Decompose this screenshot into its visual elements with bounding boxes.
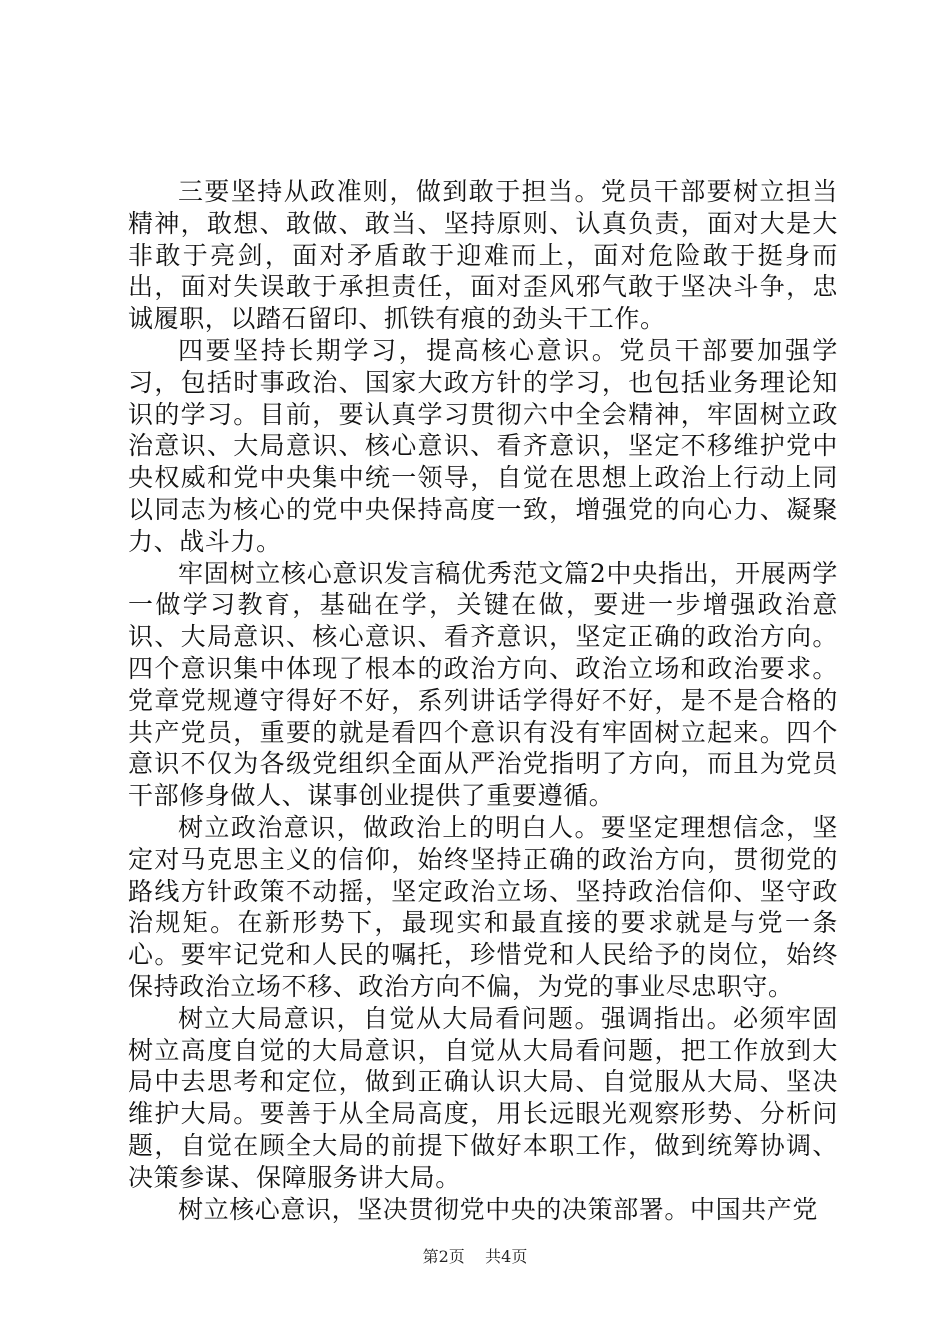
page-number: 第2页 xyxy=(422,1247,465,1266)
paragraph: 树立核心意识，坚决贯彻党中央的决策部署。中国共产党 xyxy=(178,1194,819,1224)
paragraph: 树立大局意识，自觉从大局看问题。强调指出。必须牢固树立高度自觉的大局意识，自觉从大局看问题，把工作放到大局中去思考和定位，做到正确认识大局、自觉服从大局、坚决维护大局。要善于从全局高度，用长远眼光观察形势、分析问题，自觉在顾全大局的前提下做好本职工作，做到统筹协调、决策参谋、保障服务讲大局。 xyxy=(128,1003,838,1192)
paragraph: 牢固树立核心意识发言稿优秀范文篇2中央指出，开展两学一做学习教育，基础在学，关键在做，要进一步增强政治意识、大局意识、核心意识、看齐意识，坚定正确的政治方向。四个意识集中体现了根本的政治方向、政治立场和政治要求。党章党规遵守得好不好，系列讲话学得好不好，是不是合格的共产党员，重要的就是看四个意识有没有牢固树立起来。四个意识不仅为各级党组织全面从严治党指明了方向，而且为党员干部修身做人、谋事创业提供了重要遵循。 xyxy=(128,558,838,811)
paragraph: 树立政治意识，做政治上的明白人。要坚定理想信念，坚定对马克思主义的信仰，始终坚持正确的政治方向，贯彻党的路线方针政策不动摇，坚定政治立场、坚持政治信仰、坚守政治规矩。在新形势下，最现实和最直接的要求就是与党一条心。要牢记党和人民的嘱托，珍惜党和人民给予的岗位，始终保持政治立场不移、政治方向不偏，为党的事业尽忠职守。 xyxy=(128,812,838,1001)
page-footer xyxy=(0,1244,950,1267)
paragraph: 三要坚持从政准则，做到敢于担当。党员干部要树立担当精神，敢想、敢做、敢当、坚持原则、认真负责，面对大是大非敢于亮剑，面对矛盾敢于迎难而上，面对危险敢于挺身而出，面对失误敢于承担责任，面对歪风邪气敢于坚决斗争，忠诚履职，以踏石留印、抓铁有痕的劲头干工作。 xyxy=(128,177,838,334)
document-body xyxy=(128,176,838,1225)
paragraph: 四要坚持长期学习，提高核心意识。党员干部要加强学习，包括时事政治、国家大政方针的学习，也包括业务理论知识的学习。目前，要认真学习贯彻六中全会精神，牢固树立政治意识、大局意识、核心意识、看齐意识，坚定不移维护党中央权威和党中央集中统一领导，自觉在思想上政治上行动上同以同志为核心的党中央保持高度一致，增强党的向心力、凝聚力、战斗力。 xyxy=(128,335,838,556)
page-total: 共4页 xyxy=(485,1247,528,1266)
footer-spacer xyxy=(470,1247,480,1266)
